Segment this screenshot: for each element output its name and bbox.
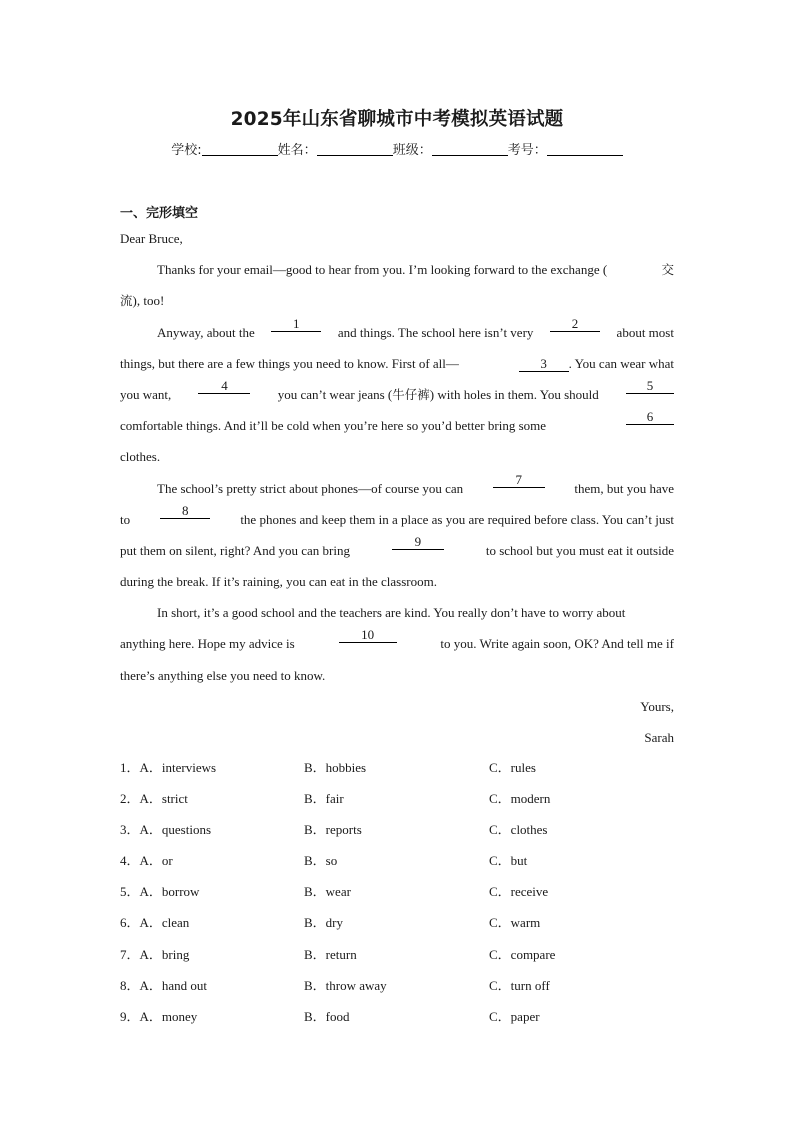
question-row bbox=[120, 876, 680, 907]
blank-5[interactable]: 5 bbox=[626, 379, 674, 394]
section-title: 一、完形填空 bbox=[120, 206, 199, 221]
letter-text: to school but you must eat it outside bbox=[485, 542, 674, 558]
option-c[interactable]: C．clothes bbox=[489, 822, 548, 838]
letter-closing-line bbox=[120, 691, 674, 722]
blank-6[interactable]: 6 bbox=[626, 410, 674, 425]
option-b[interactable]: B．hobbies bbox=[304, 760, 367, 775]
letter-line bbox=[120, 535, 674, 566]
letter-line bbox=[120, 628, 674, 659]
option-b[interactable]: B．reports bbox=[304, 822, 362, 838]
letter-closing: Yours, bbox=[640, 698, 674, 714]
school-field[interactable] bbox=[202, 141, 278, 156]
letter-text: you want, bbox=[120, 386, 172, 402]
letter-text: and things. The school here isn’t very bbox=[337, 324, 534, 340]
class-label: 班级： bbox=[392, 143, 432, 158]
letter-line bbox=[120, 348, 674, 379]
option-c[interactable]: C．compare bbox=[489, 946, 556, 962]
option-c[interactable]: C．receive bbox=[489, 884, 549, 900]
question-row bbox=[120, 970, 680, 1001]
option-c[interactable]: C．paper bbox=[489, 1008, 540, 1024]
blank-10[interactable]: 10 bbox=[339, 628, 397, 643]
cloze-letter bbox=[120, 223, 674, 753]
letter-text: Anyway, about the bbox=[157, 324, 255, 340]
page-title: 2025年山东省聊城市中考模拟英语试题 bbox=[230, 109, 564, 130]
letter-text: ), too! bbox=[132, 293, 165, 309]
name-label: 姓名： bbox=[277, 143, 317, 158]
option-c[interactable]: C．modern bbox=[489, 791, 551, 807]
option-b[interactable]: B．throw away bbox=[304, 977, 387, 993]
blank-9[interactable]: 9 bbox=[392, 535, 444, 550]
option-a[interactable]: 6．A．clean bbox=[120, 915, 190, 931]
letter-text: there’s anything else you need to know. bbox=[120, 667, 326, 683]
option-c[interactable]: C．but bbox=[489, 853, 528, 869]
letter-text: the phones and keep them in a place as you are required before class. You can’t just bbox=[240, 511, 674, 527]
option-a[interactable]: 1．A．interviews bbox=[120, 760, 217, 775]
option-a[interactable]: 4．A．or bbox=[120, 853, 173, 869]
option-b[interactable]: B．return bbox=[304, 946, 357, 962]
blank-4[interactable]: 4 bbox=[198, 379, 250, 394]
exam-no-field[interactable] bbox=[547, 141, 623, 156]
question-row bbox=[120, 783, 680, 814]
letter-line bbox=[120, 504, 674, 535]
option-b[interactable]: B．so bbox=[304, 853, 338, 869]
question-row bbox=[120, 752, 680, 783]
letter-signature: Sarah bbox=[644, 730, 674, 745]
letter-text: The school’s pretty strict about phones—of course you can bbox=[157, 480, 464, 496]
school-label: 学校: bbox=[171, 143, 202, 158]
option-a[interactable]: 8．A．hand out bbox=[120, 977, 208, 993]
question-row bbox=[120, 845, 680, 876]
letter-cjk-text: 交 bbox=[661, 262, 674, 278]
class-field[interactable] bbox=[432, 141, 508, 156]
letter-line bbox=[120, 566, 674, 597]
letter-text: anything here. Hope my advice is bbox=[120, 636, 295, 652]
letter-line bbox=[120, 285, 674, 316]
question-row bbox=[120, 1001, 680, 1032]
option-a[interactable]: 5．A．borrow bbox=[120, 884, 200, 900]
letter-text: during the break. If it’s raining, you can eat in the classroom. bbox=[120, 574, 437, 590]
letter-greeting-line bbox=[120, 223, 674, 254]
letter-text: put them on silent, right? And you can bring bbox=[120, 542, 350, 558]
letter-text: to you. Write again soon, OK? And tell me if bbox=[440, 636, 674, 652]
option-a[interactable]: 2．A．strict bbox=[120, 791, 188, 807]
letter-text: clothes. bbox=[120, 449, 161, 465]
option-b[interactable]: B．dry bbox=[304, 915, 344, 931]
letter-text: comfortable things. And it’ll be cold when you’re here so you’d better bring some bbox=[120, 418, 547, 434]
letter-text: you can’t wear jeans ( bbox=[277, 386, 393, 402]
letter-cjk-text: 牛仔裤 bbox=[392, 386, 430, 402]
letter-line bbox=[120, 317, 674, 348]
letter-line bbox=[120, 473, 674, 504]
letter-text: In short, it’s a good school and the teachers are kind. You really don’t have to worry about bbox=[157, 605, 626, 621]
letter-cjk-text: 流 bbox=[120, 293, 133, 309]
question-row bbox=[120, 814, 680, 845]
name-field[interactable] bbox=[317, 141, 393, 156]
option-c[interactable]: C．turn off bbox=[489, 977, 550, 993]
option-a[interactable]: 3．A．questions bbox=[120, 822, 212, 838]
letter-text: them, but you have bbox=[574, 480, 674, 496]
letter-text: Thanks for your email—good to hear from you. I’m looking forward to the exchange ( bbox=[157, 262, 608, 278]
blank-7[interactable]: 7 bbox=[493, 473, 545, 488]
option-a[interactable]: 9．A．money bbox=[120, 1008, 198, 1024]
question-row bbox=[120, 939, 680, 970]
letter-line bbox=[120, 379, 674, 410]
letter-line bbox=[120, 410, 674, 441]
letter-text: to bbox=[120, 511, 131, 527]
question-row bbox=[120, 907, 680, 938]
option-b[interactable]: B．wear bbox=[304, 884, 351, 900]
answer-options bbox=[120, 752, 680, 1032]
blank-8[interactable]: 8 bbox=[160, 504, 210, 519]
exam-no-label: 考号： bbox=[507, 143, 547, 158]
letter-text: ) with holes in them. You should bbox=[429, 386, 599, 402]
option-c[interactable]: C．warm bbox=[489, 915, 541, 931]
option-a[interactable]: 7．A．bring bbox=[120, 946, 190, 962]
letter-text: about most bbox=[616, 324, 674, 340]
letter-line bbox=[120, 254, 674, 285]
blank-1[interactable]: 1 bbox=[271, 317, 321, 332]
letter-greeting: Dear Bruce, bbox=[120, 231, 183, 246]
letter-signature-line bbox=[120, 722, 674, 753]
letter-line bbox=[120, 441, 674, 472]
letter-line bbox=[120, 597, 674, 628]
option-b[interactable]: B．fair bbox=[304, 791, 344, 807]
letter-line bbox=[120, 660, 674, 691]
option-b[interactable]: B．food bbox=[304, 1008, 350, 1024]
letter-text: things, but there are a few things you need to know. First of all— bbox=[120, 355, 459, 371]
blank-2[interactable]: 2 bbox=[550, 317, 600, 332]
option-c[interactable]: C．rules bbox=[489, 760, 536, 775]
blank-3[interactable]: 3 bbox=[519, 357, 569, 372]
letter-text: . You can wear what bbox=[568, 355, 674, 371]
student-info-line bbox=[0, 139, 794, 158]
